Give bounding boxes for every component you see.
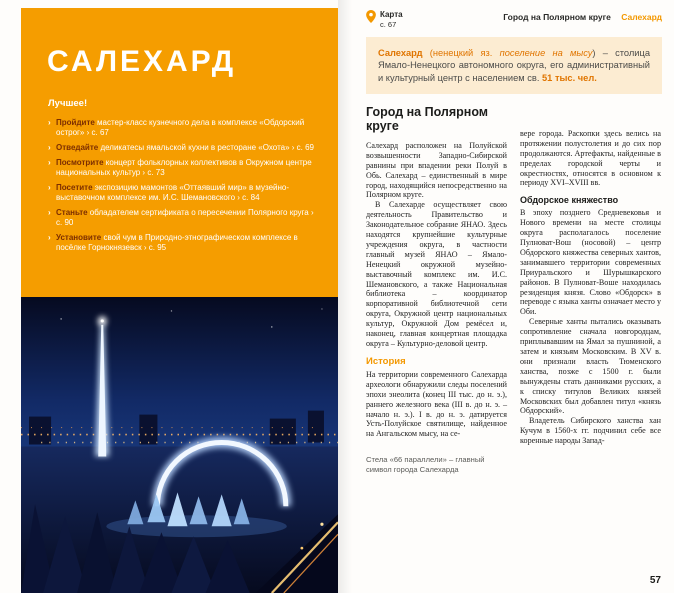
intro-city-name: Салехард (378, 48, 423, 58)
highlight-item (48, 208, 322, 228)
running-topic: Салехард (621, 12, 662, 22)
photo-illustration (21, 297, 338, 593)
highlight-lead: Станьте (56, 208, 88, 217)
highlight-lead: Установите (56, 233, 102, 242)
best-heading: Лучшее! (48, 98, 88, 109)
bullet-icon: › (48, 142, 51, 152)
bullet-icon: › (48, 207, 51, 217)
highlight-text: обладателем сертификата о пересечении Полярного круга (87, 208, 309, 217)
highlight-item (48, 118, 322, 138)
highlight-page-ref: › с. 95 (141, 243, 167, 252)
photo-caption: Стела «66 параллели» – главный символ города Салехарда (366, 455, 485, 474)
map-reference (366, 10, 403, 29)
bullet-icon: › (48, 117, 51, 127)
highlight-lead: Пройдите (56, 118, 95, 127)
article-title: Город на Полярном круге (366, 104, 489, 133)
article-column-left (366, 103, 507, 474)
running-title: Город на Полярном круге (503, 12, 611, 22)
highlight-text: экспозицию мамонтов «Оттаявший мир» в музейно-выставочном комплексе им. И.С. Шемановского (56, 183, 290, 202)
map-label: Карта (380, 10, 403, 19)
highlight-item (48, 158, 322, 178)
article-paragraph: Салехард расположен на Полуйской возвышенности Западно-Сибирской равнины при впадении реки Полуй в Обь. Салехард – единственный в мире город, находящийся непосредственно на Полярном круге. (366, 140, 507, 200)
highlight-page-ref: › с. 90 (56, 208, 314, 227)
article-paragraph: В эпоху позднего Средневековья и Нового времени на месте столицы округа располагалось поселение Пулноват-Вош (носовой) – центр Обдорского княжества северных хантов, занимавшего территории современных Приуральского и Шурышкарского районов. В Пулноват-Воше находилась резиденция князя. Слово «Обдорск» в переводе с языка ханты означает место у Оби. (520, 208, 661, 317)
bullet-icon: › (48, 157, 51, 167)
highlight-item (48, 143, 322, 153)
highlight-lead: Отведайте (56, 143, 99, 152)
highlight-text: деликатесы ямальской кухни в ресторане «Охота» (98, 143, 290, 152)
map-page-ref: с. 67 (380, 19, 397, 29)
article-paragraph: На территории современного Салехарда археологи обнаружили следы поселений эпохи энеолита (конец III тыс. до н. э.), раннего железного века (III в. до н. э. – начало н. э.). I в. до н. э. датируется Усть-Полуйское святилище, найденное на Ангальском мысу, на се- (366, 369, 507, 439)
highlight-page-ref: › с. 67 (84, 128, 109, 137)
intro-box (366, 37, 662, 94)
night-city-photo (21, 297, 338, 593)
page-gutter-shadow (338, 0, 352, 593)
article-paragraph: В Салехарде осуществляет свою деятельность Правительство и Законодательное собрание ЯНАО. Здесь находятся крупнейшие культурные учреждения округа, в частности главный музей ЯНАО – Ямало-Ненецкий окружной музейно-выставочный комплекс им. И.С. Шемановского, а также Национальная библиотека – координатор корпоративной библиотечной сети округа, Окружной центр национальных культур, Окружной Дом ремёсел и, наконец, главная концертная площадка округа – Культурно-деловой центр. (366, 200, 507, 349)
highlight-lead: Посетите (56, 183, 93, 192)
article-columns (366, 103, 662, 474)
highlight-lead: Посмотрите (56, 158, 104, 167)
highlight-page-ref: › с. 73 (140, 168, 165, 177)
article-paragraph: вере города. Раскопки здесь велись на протяжении полустолетия и до сих пор продолжаются. Артефакты, найденные в пределах городской черты и окрестностях, относятся в основном к периоду XVI–XVIII вв. (520, 128, 661, 188)
intro-name-meaning: поселение на мысу (499, 48, 593, 58)
highlight-text: мастер-класс кузнечного дела в комплексе «Обдорский острог» (56, 118, 305, 137)
bullet-icon: › (48, 232, 51, 242)
page-header (366, 10, 662, 29)
highlight-item (48, 233, 322, 253)
running-head (503, 10, 662, 22)
page-number: 57 (649, 575, 661, 586)
highlight-page-ref: › с. 69 (289, 143, 314, 152)
highlight-page-ref: › с. 84 (235, 193, 260, 202)
left-page (21, 8, 338, 593)
right-page (366, 10, 662, 587)
article-column-right (520, 103, 661, 474)
highlight-text: свой чум в Природно-этнографическом комплексе в посёлке Горнокнязевск (56, 233, 298, 252)
obdorsk-heading: Обдорское княжество (520, 195, 619, 206)
intro-description: ) – столица Ямало-Ненецкого автономного округа, его административный и культурный центр с населением св. (378, 48, 650, 83)
highlight-item (48, 183, 322, 203)
bullet-icon: › (48, 182, 51, 192)
map-pin-icon (366, 10, 376, 23)
article-paragraph: Владетель Сибирского ханства хан Кучум в 1560-х гг. подчинил себе все коренные народы Запад- (520, 416, 661, 446)
intro-population: 51 тыс. чел. (542, 72, 597, 83)
article-paragraph: Северные ханты пытались оказывать сопротивление сначала новгородцам, приплывавшим на Ямал за пушниной, а затем и князьям Московским. В XV в. они признали власть Тюменского ханства, позже с 1500 г. были вынуждены стать данниками русских, а к списку титулов Великих князей Московских был добавлен титул «князь Обдорский». (520, 317, 661, 416)
city-title: САЛЕХАРД (47, 45, 237, 78)
highlights-panel (21, 8, 338, 297)
map-text (380, 10, 403, 29)
history-heading: История (366, 355, 406, 367)
highlights-list (21, 109, 338, 253)
intro-language-note: (ненецкий яз. (422, 48, 500, 58)
highlight-text: концерт фольклорных коллективов в Окружном центре национальных культур (56, 158, 312, 177)
